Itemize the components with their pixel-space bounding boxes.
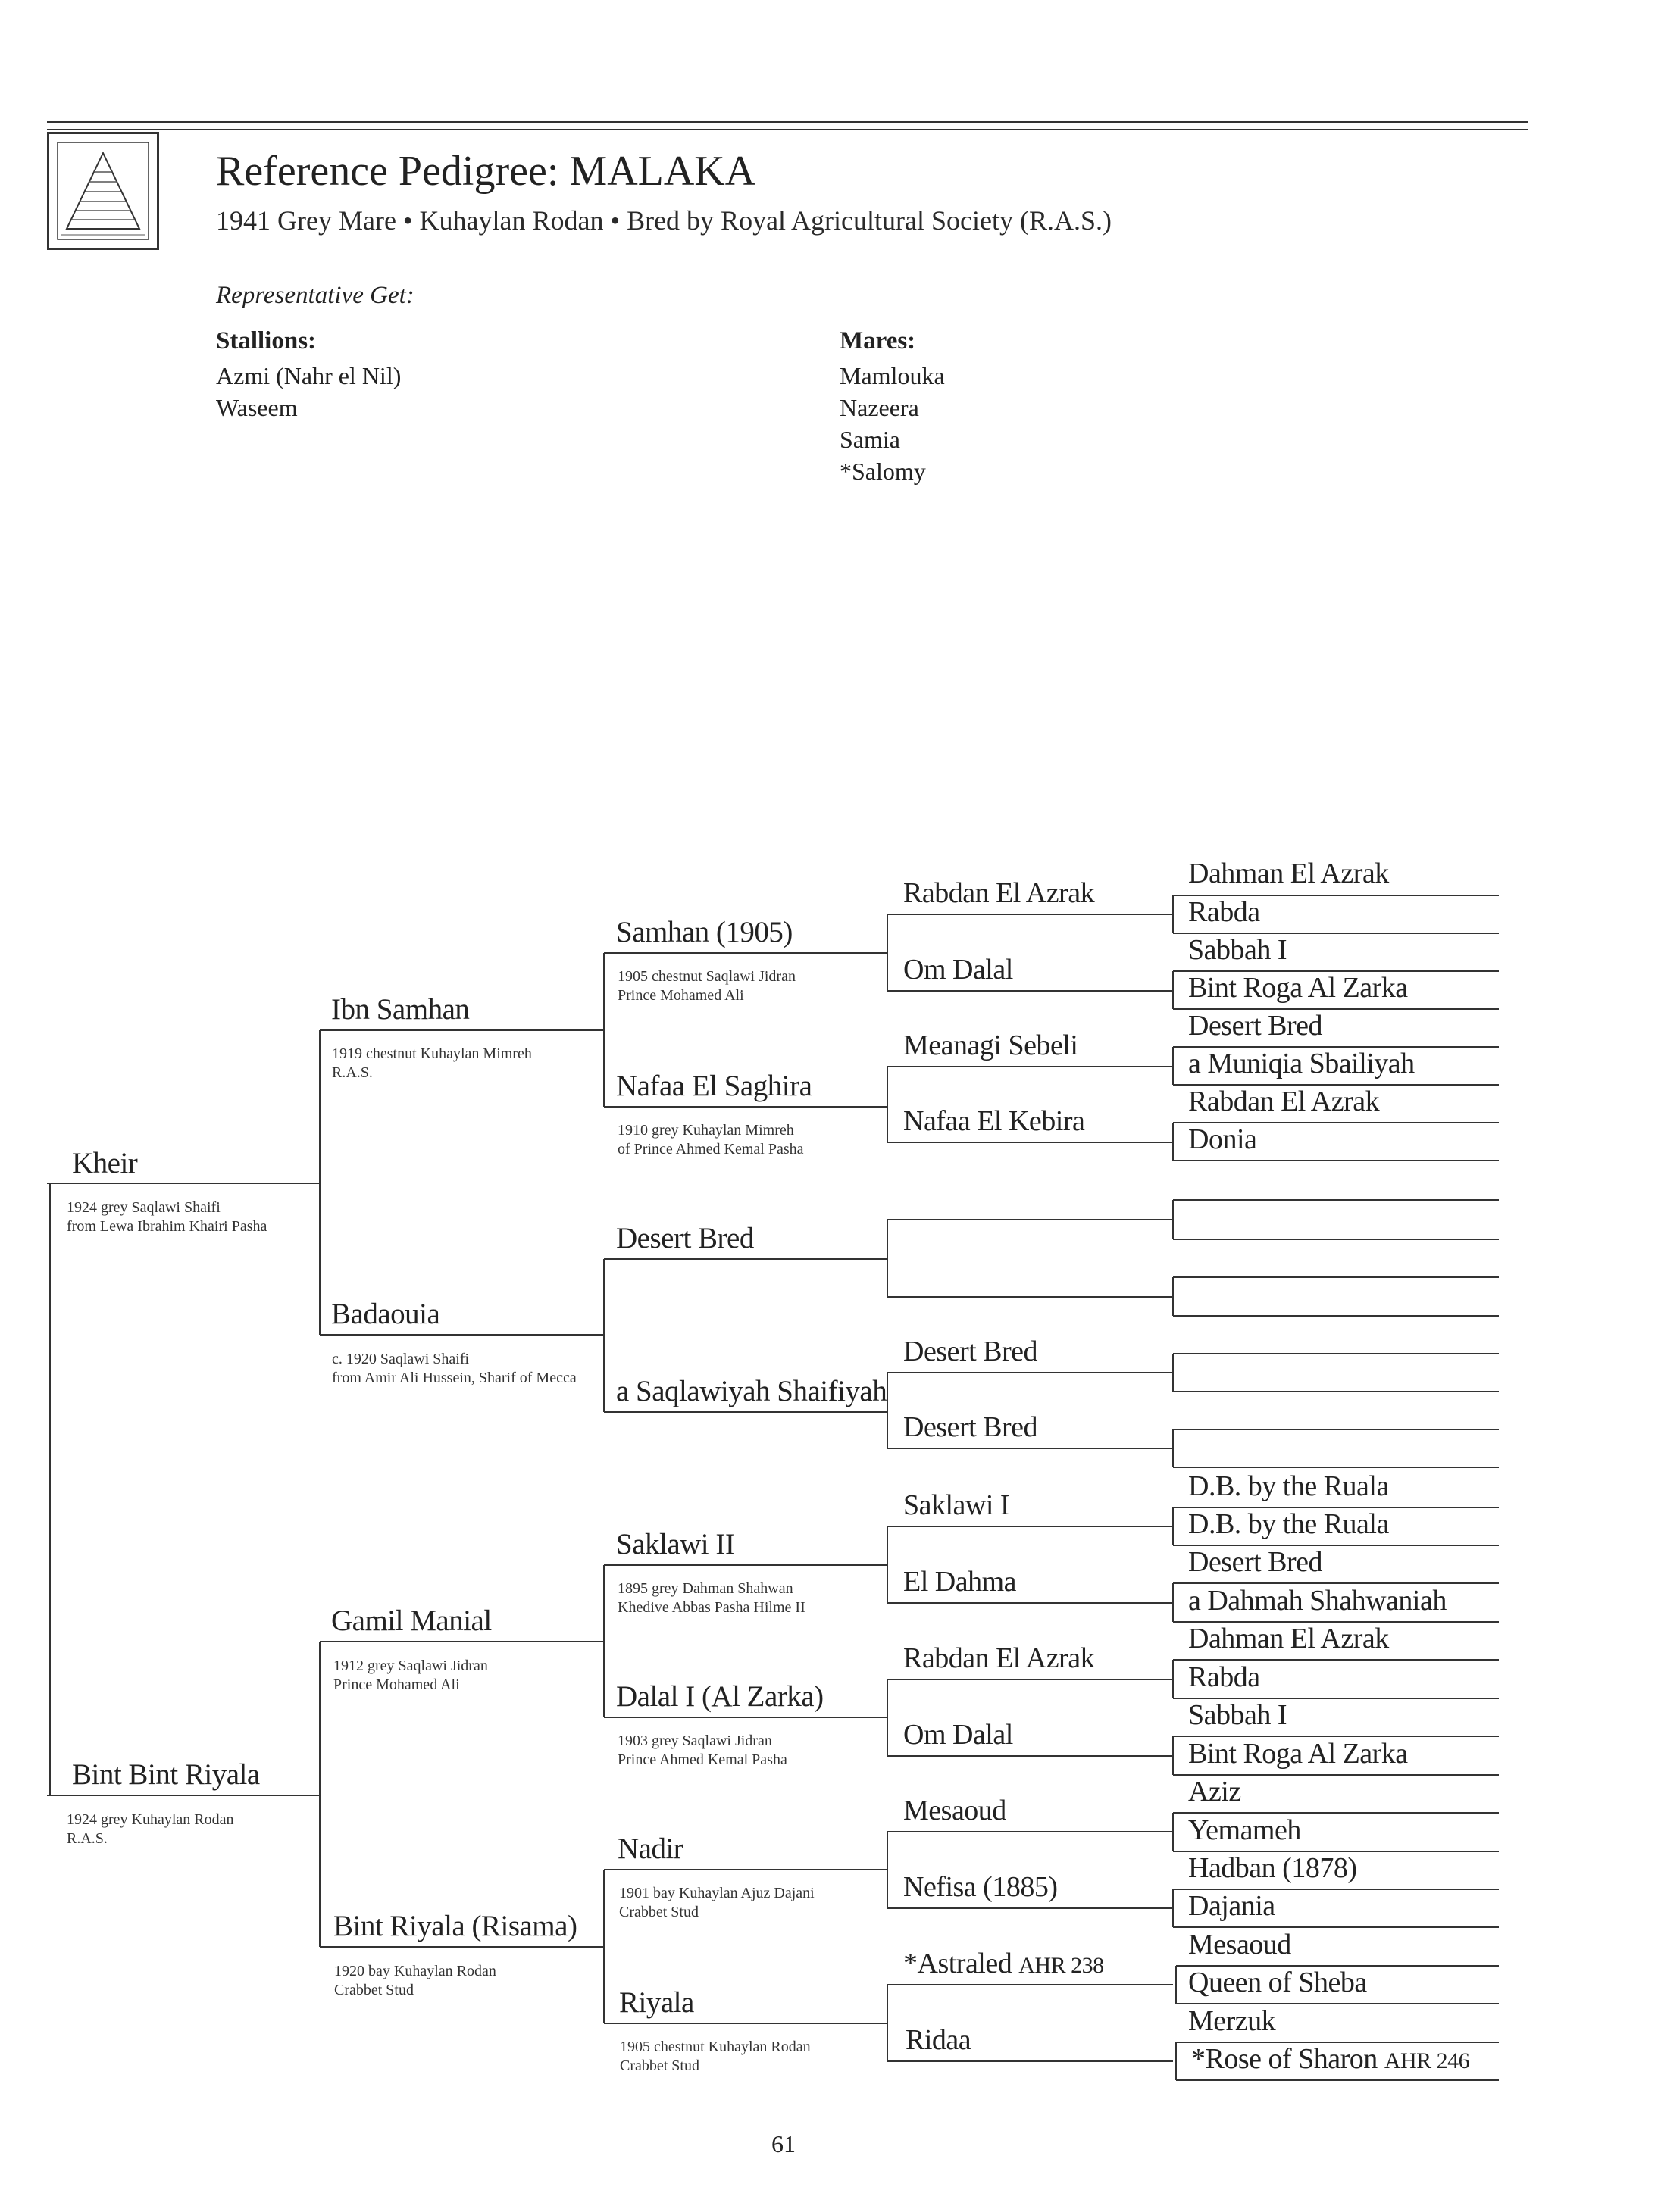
stallions-list (216, 360, 401, 423)
horse-gen4 (903, 1411, 1037, 1444)
horse-name: Ibn Samhan (331, 993, 470, 1026)
stallion-item: Azmi (Nahr el Nil) (216, 362, 402, 389)
horse-name: Hadban (1878) (1188, 1852, 1357, 1884)
horse-name: Merzuk (1188, 2005, 1276, 2037)
ahr-suffix: AHR 246 (1384, 2048, 1470, 2073)
horse-gen5 (1188, 1814, 1301, 1847)
horse-info-line: 1924 grey Kuhaylan Rodan (67, 1811, 234, 1828)
horse-info-line: from Amir Ali Hussein, Sharif of Mecca (332, 1370, 577, 1386)
horse-info (618, 1121, 804, 1159)
horse-gen4 (903, 1642, 1094, 1675)
horse-name: Yemameh (1188, 1814, 1301, 1846)
horse-name: Samhan (1905) (616, 916, 793, 948)
horse-gen3 (616, 1679, 824, 1714)
horse-info-line: Prince Mohamed Ali (333, 1676, 460, 1693)
horse-gen2 (333, 1909, 577, 1943)
horse-info-line: 1905 chestnut Saqlawi Jidran (618, 968, 796, 985)
horse-name: Sabbah I (1188, 934, 1287, 966)
horse-gen5 (1188, 1047, 1415, 1080)
header-rule-top (47, 121, 1528, 123)
horse-gen4 (903, 1104, 1084, 1138)
horse-gen5 (1188, 1009, 1322, 1042)
page-number: 61 (771, 2130, 796, 2157)
horse-gen3 (616, 1374, 887, 1408)
representative-get-heading: Representative Get: (216, 282, 414, 309)
page-subtitle: 1941 Grey Mare • Kuhaylan Rodan • Bred by Royal Agricultural Society (R.A.S.) (216, 205, 1112, 236)
horse-info-line: 1924 grey Saqlawi Shaifi (67, 1199, 221, 1216)
pyramid-icon (47, 132, 159, 250)
horse-name: *Astraled (903, 1948, 1012, 1979)
horse-gen5 (1188, 1470, 1389, 1503)
horse-name: a Saqlawiyah Shaifiyah (616, 1375, 887, 1407)
horse-name: Om Dalal (903, 954, 1013, 986)
horse-name: Saklawi II (616, 1528, 735, 1561)
horse-info (67, 1198, 267, 1236)
horse-info (618, 1732, 787, 1770)
horse-gen5 (1188, 1889, 1275, 1923)
horse-gen5 (1188, 2004, 1275, 2038)
horse-gen5 (1188, 1928, 1291, 1961)
horse-info (332, 1350, 577, 1388)
header-rule-bottom (47, 129, 1528, 130)
horse-gen5 (1188, 1085, 1379, 1118)
horse-gen5 (1188, 933, 1287, 967)
horse-name: Desert Bred (616, 1222, 754, 1254)
horse-gen5 (1188, 971, 1408, 1004)
horse-name: Sabbah I (1188, 1699, 1287, 1731)
horse-name: Dalal I (Al Zarka) (616, 1680, 824, 1713)
horse-name: Kheir (72, 1147, 138, 1179)
horse-name: Nafaa El Saghira (616, 1070, 812, 1102)
horse-info (619, 1884, 815, 1922)
horse-name: *Rose of Sharon (1191, 2043, 1378, 2075)
horse-name: Bint Bint Riyala (72, 1758, 260, 1791)
horse-name: Nadir (618, 1832, 683, 1865)
horse-gen3 (616, 1069, 812, 1103)
horse-info (334, 1962, 496, 2000)
ahr-suffix: AHR 238 (1018, 1953, 1104, 1978)
horse-name: Nefisa (1885) (903, 1871, 1058, 1903)
horse-info-line: 1901 bay Kuhaylan Ajuz Dajani (619, 1885, 815, 1901)
horse-info (618, 1579, 805, 1617)
horse-gen3 (616, 1527, 734, 1561)
horse-gen5 (1188, 1737, 1408, 1770)
horse-gen4 (903, 1565, 1016, 1598)
horse-info-line: 1919 chestnut Kuhaylan Mimreh (332, 1045, 532, 1062)
horse-name: Riyala (619, 1986, 694, 2019)
horse-name: Bint Roga Al Zarka (1188, 972, 1408, 1004)
horse-info (333, 1657, 488, 1695)
horse-name: Dahman El Azrak (1188, 1623, 1389, 1654)
horse-name: Mesaoud (1188, 1929, 1291, 1960)
horse-gen4 (903, 1718, 1013, 1751)
horse-gen5 (1188, 1622, 1389, 1655)
horse-gen5 (1188, 1698, 1287, 1732)
horse-name: Desert Bred (903, 1411, 1038, 1443)
mare-item: Mamlouka (840, 362, 945, 389)
horse-gen5 (1188, 1661, 1260, 1694)
horse-info (620, 2038, 811, 2076)
horse-gen5 (1188, 1851, 1356, 1885)
horse-info-line: Prince Mohamed Ali (618, 987, 744, 1004)
horse-info-line: c. 1920 Saqlawi Shaifi (332, 1351, 470, 1367)
horse-gen3 (616, 915, 793, 949)
horse-gen1 (72, 1757, 260, 1792)
mares-list (840, 360, 945, 487)
horse-info-line: from Lewa Ibrahim Khairi Pasha (67, 1218, 267, 1235)
mare-item: *Salomy (840, 458, 926, 485)
mare-item: Nazeera (840, 394, 919, 421)
horse-gen5 (1188, 1584, 1447, 1617)
horse-name: Bint Riyala (Risama) (333, 1910, 577, 1942)
horse-name: D.B. by the Ruala (1188, 1470, 1389, 1502)
horse-gen1 (72, 1146, 137, 1180)
mare-item: Samia (840, 426, 900, 453)
horse-info-line: Khedive Abbas Pasha Hilme II (618, 1599, 805, 1616)
horse-gen4 (906, 2023, 971, 2057)
horse-gen5 (1188, 857, 1389, 890)
horse-name: Badaouia (331, 1298, 440, 1330)
horse-gen4 (903, 876, 1094, 910)
page-title: Reference Pedigree: MALAKA (216, 148, 756, 195)
stallion-item: Waseem (216, 394, 298, 421)
horse-name: Desert Bred (1188, 1010, 1323, 1042)
horse-name: Gamil Manial (331, 1604, 492, 1637)
horse-name: Rabdan El Azrak (903, 877, 1095, 909)
horse-gen5 (1188, 1507, 1389, 1541)
horse-gen2 (331, 992, 469, 1026)
horse-name: Om Dalal (903, 1719, 1013, 1751)
horse-info-line: Crabbet Stud (620, 2057, 699, 2074)
stallions-label: Stallions: (216, 327, 317, 355)
horse-info-line: 1895 grey Dahman Shahwan (618, 1580, 793, 1597)
horse-gen3 (619, 1985, 694, 2020)
horse-info-line: 1903 grey Saqlawi Jidran (618, 1732, 772, 1749)
horse-gen2 (331, 1604, 492, 1638)
horse-name: Nafaa El Kebira (903, 1105, 1085, 1137)
horse-info-line: Prince Ahmed Kemal Pasha (618, 1751, 787, 1768)
horse-info (618, 967, 796, 1005)
horse-name: D.B. by the Ruala (1188, 1508, 1389, 1540)
horse-gen4 (903, 1029, 1078, 1062)
horse-name: Queen of Sheba (1188, 1967, 1367, 1998)
horse-gen5 (1188, 1966, 1367, 1999)
horse-info-line: 1912 grey Saqlawi Jidran (333, 1657, 488, 1674)
horse-info-line: 1905 chestnut Kuhaylan Rodan (620, 2039, 811, 2055)
horse-gen5 (1188, 895, 1260, 929)
horse-info-line: R.A.S. (67, 1830, 108, 1847)
horse-name: Mesaoud (903, 1795, 1006, 1826)
horse-gen3 (616, 1221, 754, 1255)
horse-name: Saklawi I (903, 1489, 1010, 1521)
horse-info-line: 1920 bay Kuhaylan Rodan (334, 1963, 496, 1979)
horse-gen5 (1188, 1545, 1322, 1579)
horse-name: Dajania (1188, 1890, 1275, 1922)
horse-info-line: of Prince Ahmed Kemal Pasha (618, 1141, 804, 1158)
horse-info (67, 1811, 234, 1848)
horse-name: Desert Bred (1188, 1546, 1323, 1578)
horse-name: Dahman El Azrak (1188, 858, 1389, 889)
horse-gen5 (1191, 2042, 1469, 2076)
horse-gen4 (903, 1489, 1009, 1522)
horse-gen4 (903, 1870, 1057, 1904)
horse-info-line: Crabbet Stud (334, 1982, 414, 1998)
horse-gen2 (331, 1297, 439, 1331)
horse-name: Rabda (1188, 1661, 1260, 1693)
horse-gen4 (903, 1335, 1037, 1368)
horse-info-line: 1910 grey Kuhaylan Mimreh (618, 1122, 794, 1139)
horse-gen4 (903, 1947, 1104, 1980)
horse-name: Bint Roga Al Zarka (1188, 1738, 1408, 1770)
horse-info-line: Crabbet Stud (619, 1904, 699, 1920)
horse-gen5 (1188, 1775, 1241, 1808)
mares-label: Mares: (840, 327, 916, 355)
horse-gen4 (903, 953, 1013, 986)
horse-info (332, 1045, 532, 1083)
horse-name: a Dahmah Shahwaniah (1188, 1585, 1447, 1617)
horse-info-line: R.A.S. (332, 1064, 373, 1081)
horse-name: Donia (1188, 1123, 1257, 1155)
horse-gen4 (903, 1794, 1006, 1827)
horse-name: Rabda (1188, 896, 1260, 928)
horse-gen3 (618, 1832, 683, 1866)
horse-name: Aziz (1188, 1776, 1241, 1807)
horse-name: a Muniqia Sbailiyah (1188, 1048, 1415, 1079)
horse-name: Ridaa (906, 2024, 971, 2056)
horse-name: Rabdan El Azrak (1188, 1086, 1380, 1117)
horse-name: Desert Bred (903, 1336, 1038, 1367)
horse-name: Rabdan El Azrak (903, 1642, 1095, 1674)
horse-name: El Dahma (903, 1566, 1017, 1598)
horse-gen5 (1188, 1123, 1256, 1156)
horse-name: Meanagi Sebeli (903, 1029, 1078, 1061)
